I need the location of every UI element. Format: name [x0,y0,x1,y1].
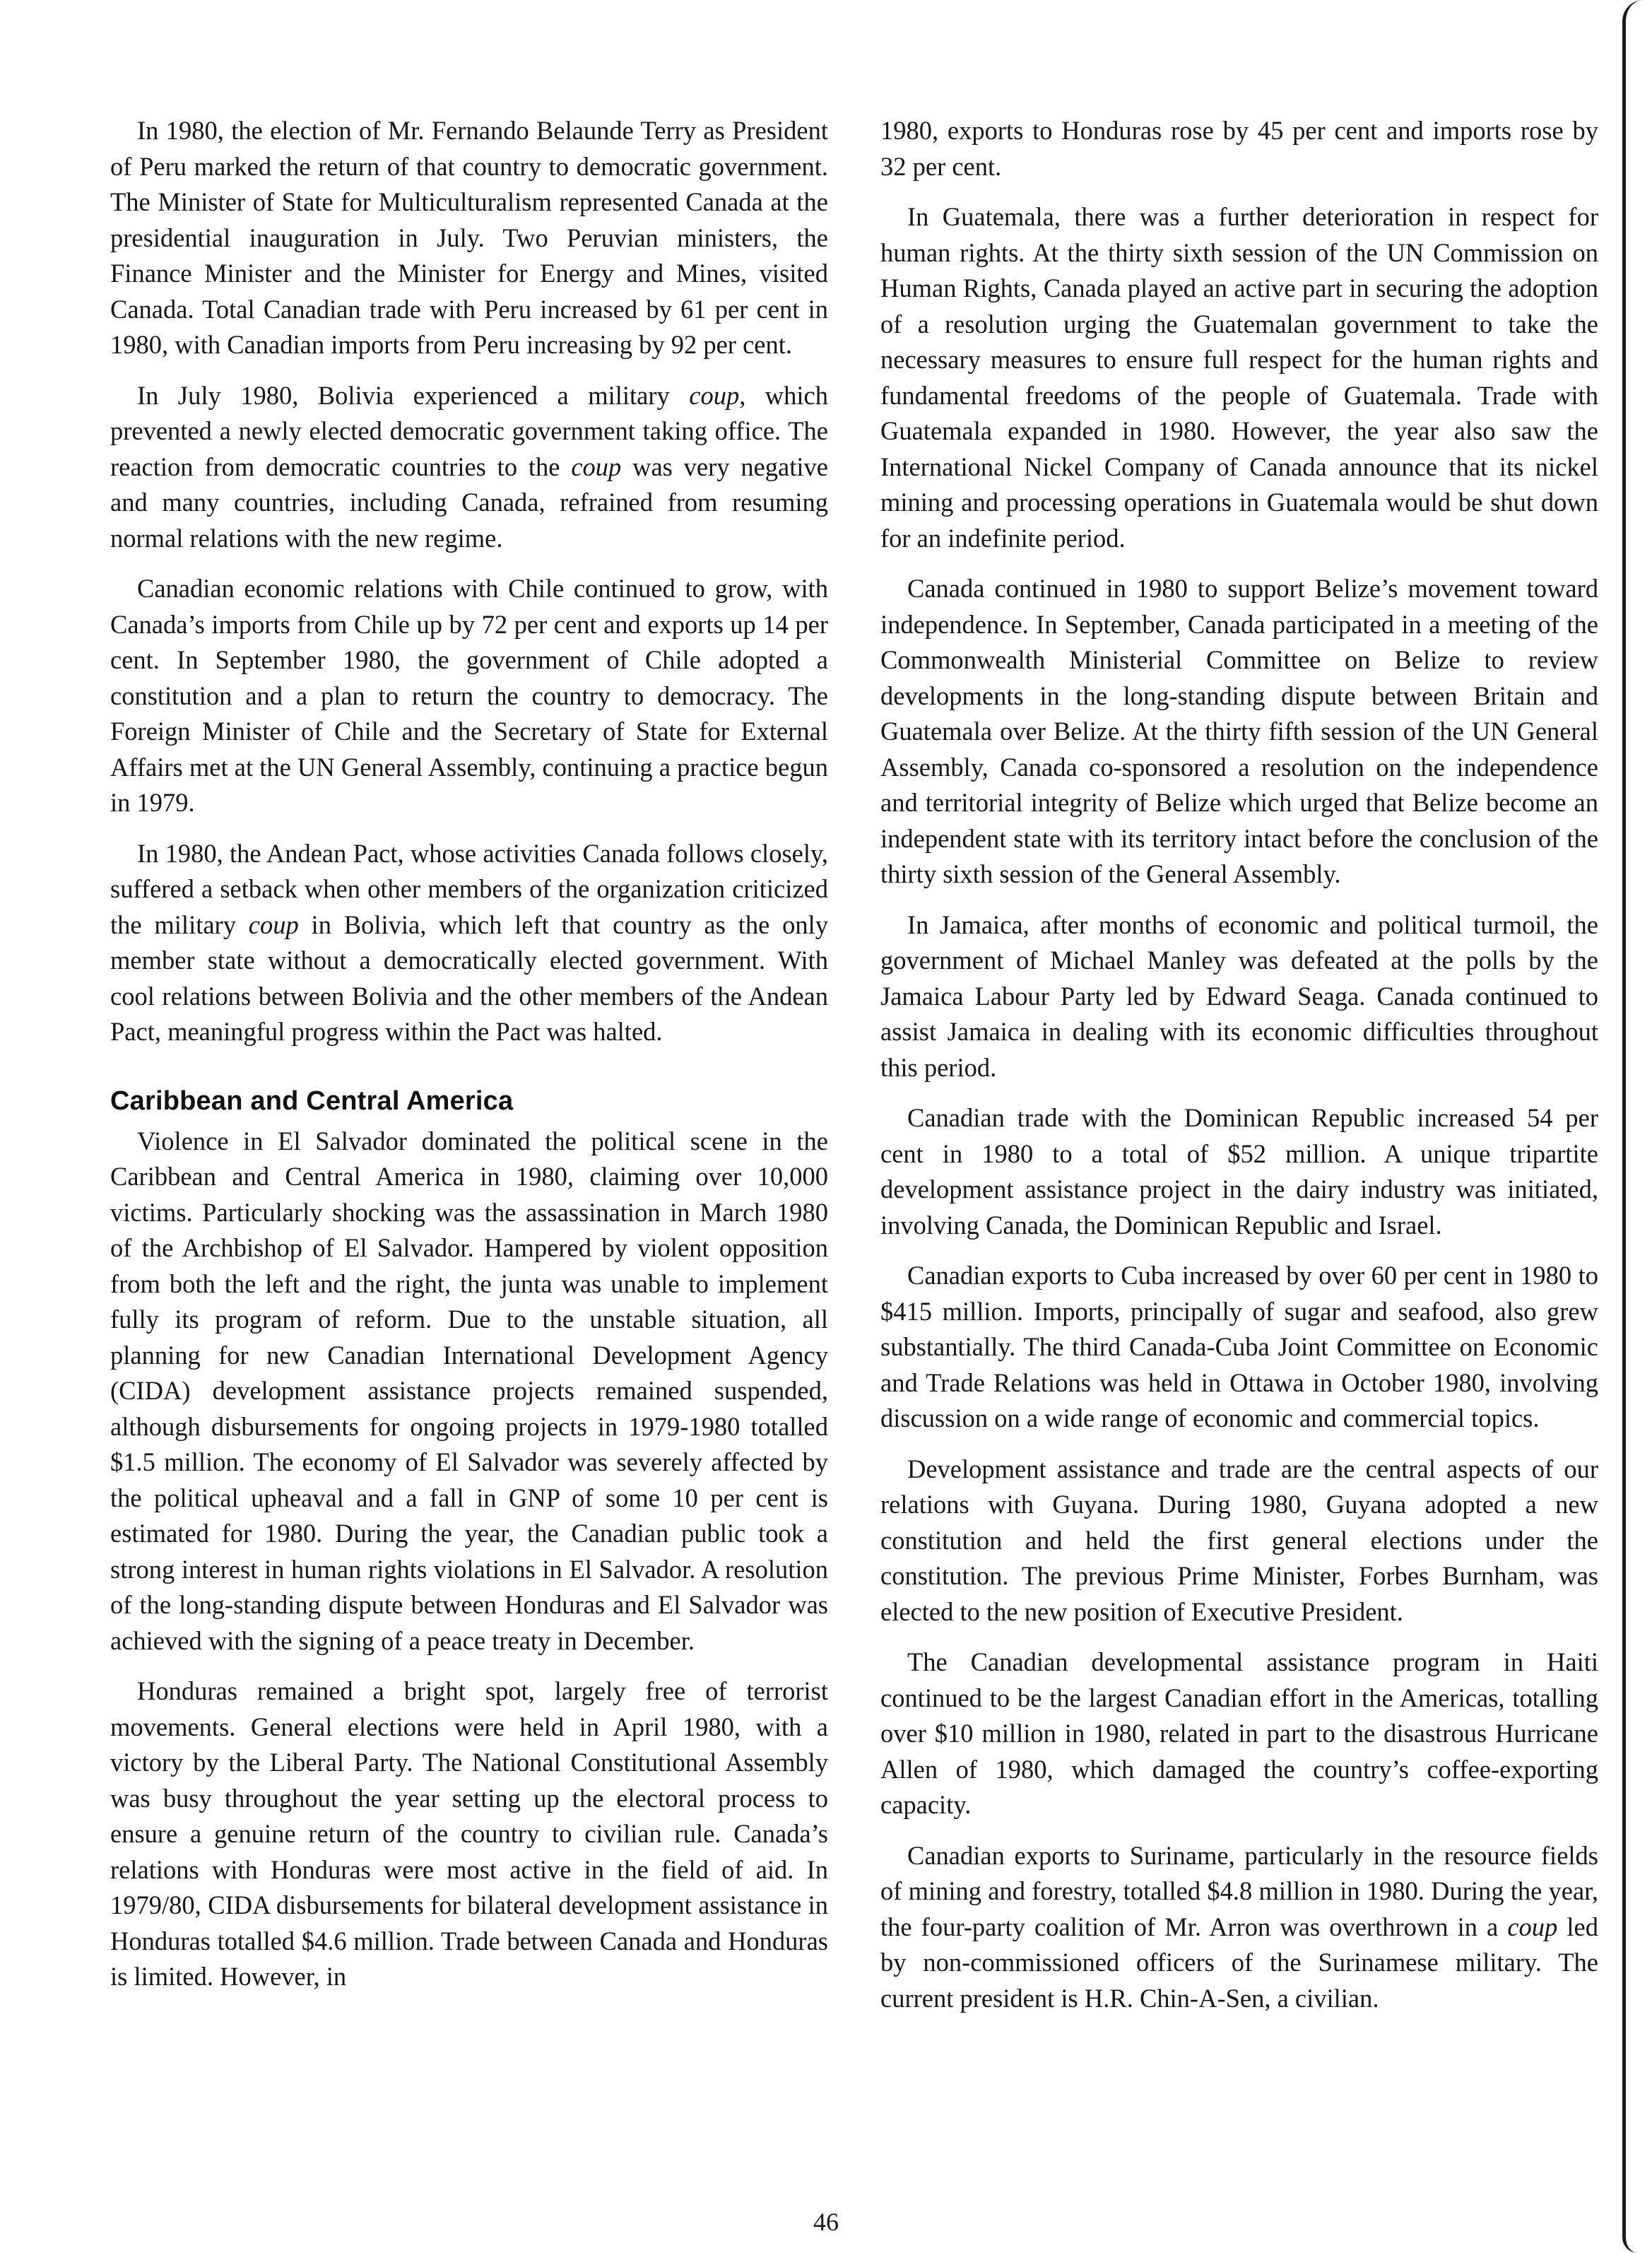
italic-term: coup [1507,1912,1558,1941]
paragraph-belize: Canada continued in 1980 to support Belize’s movement toward independence. In September, Canada participated in a meeting of the Commonwealth Ministerial Committee on Belize to review developments in the long-standing dispute between Britain and Guatemala over Belize. At the thirty fifth session of the UN General Assembly, Canada co-sponsored a resolution on the independence and territorial integrity of Belize which urged that Belize become an independent state with its territory intact before the conclusion of the thirty sixth session of the General Assembly. [880,574,1598,888]
page-number: 46 [813,2208,839,2236]
section-heading: Caribbean and Central America [110,1086,514,1116]
text-run: Canadian exports to Suriname, particularly in the resource fields of mining and forestry, totalled $4.8 million in 1980. During the year, the four-party coalition of Mr. Arron was overthrown in a [880,1840,1598,1941]
text-run: was very negative and many countries, including Canada, refrained from resuming normal relations with the new regime. [110,452,828,553]
page-edge-border [1622,0,1646,2253]
paragraph-peru: In 1980, the election of Mr. Fernando Belaunde Terry as President of Peru marked the return of that country to democratic government. The Minister of State for Multiculturalism represented Canada at the presidential inauguration in July. Two Peruvian ministers, the Finance Minister and the Minister for Energy and Mines, visited Canada. Total Canadian trade with Peru increased by 61 per cent in 1980, with Canadian imports from Peru increasing by 92 per cent. [110,116,828,359]
text-run: In July 1980, Bolivia experienced a military [137,380,690,410]
paragraph-haiti: The Canadian developmental assistance program in Haiti continued to be the largest Canadian effort in the Americas, totalling over $10 million in 1980, related in part to the disastrous Hurricane Allen of 1980, which damaged the country’s coffee-exporting capacity. [880,1647,1598,1819]
italic-term: coup [571,452,622,481]
italic-term: coup [689,380,740,410]
paragraph-guyana: Development assistance and trade are the central aspects of our relations with Guyana. During 1980, Guyana adopted a new constitution and held the first general elections under the constitution. The previous Prime Minister, Forbes Burnham, was elected to the new position of Executive President. [880,1454,1598,1626]
text-run: in Bolivia, which left that country as the only member state without a democratically elected government. With cool relations between Bolivia and the other members of the Andean Pact, meaningful progress within the Pact was halted. [110,910,828,1046]
left-column [110,113,828,1995]
paragraph-honduras-continued: 1980, exports to Honduras rose by 45 per cent and imports rose by 32 per cent. [880,116,1598,181]
paragraph-jamaica: In Jamaica, after months of economic and political turmoil, the government of Michael Manley was defeated at the polls by the Jamaica Labour Party led by Edward Seaga. Canada continued to assist Jamaica in dealing with its economic difficulties throughout this period. [880,910,1598,1082]
paragraph-chile: Canadian economic relations with Chile continued to grow, with Canada’s imports from Chile up by 72 per cent and exports up 14 per cent. In September 1980, the government of Chile adopted a constitution and a plan to return the country to democracy. The Foreign Minister of Chile and the Secretary of State for External Affairs met at the UN General Assembly, continuing a practice begun in 1979. [110,574,828,817]
paragraph-el-salvador: Violence in El Salvador dominated the political scene in the Caribbean and Central America in 1980, claiming over 10,000 victims. Particularly shocking was the assassination in March 1980 of the Archbishop of El Salvador. Hampered by violent opposition from both the left and the right, the junta was unable to implement fully its program of reform. Due to the unstable situation, all planning for new Canadian International Development Agency (CIDA) development assistance projects remained suspended, although disbursements for ongoing projects in 1979-1980 totalled $1.5 million. The economy of El Salvador was severely affected by the political upheaval and a fall in GNP of some 10 per cent is estimated for 1980. During the year, the Canadian public took a strong interest in human rights violations in El Salvador. A resolution of the long-standing dispute between Honduras and El Salvador was achieved with the signing of a peace treaty in December. [110,1126,828,1655]
paragraph-andean-pact [110,836,828,1050]
text-run: , which prevented a newly elected democratic government taking office. The reaction from democratic countries to the [110,380,829,481]
paragraph-honduras: Honduras remained a bright spot, largely free of terrorist movements. General elections were held in April 1980, with a victory by the Liberal Party. The National Constitutional Assembly was busy throughout the year setting up the electoral process to ensure a genuine return of the country to civilian rule. Canada’s relations with Honduras were most active in the field of aid. In 1979/80, CIDA disbursements for bilateral development assistance in Honduras totalled $4.6 million. Trade between Canada and Honduras is limited. However, in [110,1676,828,1991]
paragraph-bolivia [110,378,828,557]
italic-term: coup [248,910,299,939]
paragraph-dominican-republic: Canadian trade with the Dominican Republic increased 54 per cent in 1980 to a total of $52 million. A unique tripartite development assistance project in the dairy industry was initiated, involving Canada, the Dominican Republic and Israel. [880,1103,1598,1240]
paragraph-suriname [880,1838,1598,2017]
paragraph-cuba: Canadian exports to Cuba increased by over 60 per cent in 1980 to $415 million. Imports, principally of sugar and seafood, also grew substantially. The third Canada-Cuba Joint Committee on Economic and Trade Relations was held in Ottawa in October 1980, involving discussion on a wide range of economic and commercial topics. [880,1261,1598,1433]
paragraph-guatemala: In Guatemala, there was a further deterioration in respect for human rights. At the thirty sixth session of the UN Commission on Human Rights, Canada played an active part in securing the adoption of a resolution urging the Guatemalan government to take the necessary measures to ensure full respect for the human rights and fundamental freedoms of the people of Guatemala. Trade with Guatemala expanded in 1980. However, the year also saw the International Nickel Company of Canada announce that its nickel mining and processing operations in Guatemala would be shut down for an indefinite period. [880,202,1598,553]
text-run: In 1980, the Andean Pact, whose activities Canada follows closely, suffered a setback when other members of the organization criticized the military [110,838,828,939]
right-column [880,113,1598,2016]
text-run: led by non-commissioned officers of the Surinamese military. The current president is H.R. Chin-A-Sen, a civilian. [880,1912,1598,2013]
